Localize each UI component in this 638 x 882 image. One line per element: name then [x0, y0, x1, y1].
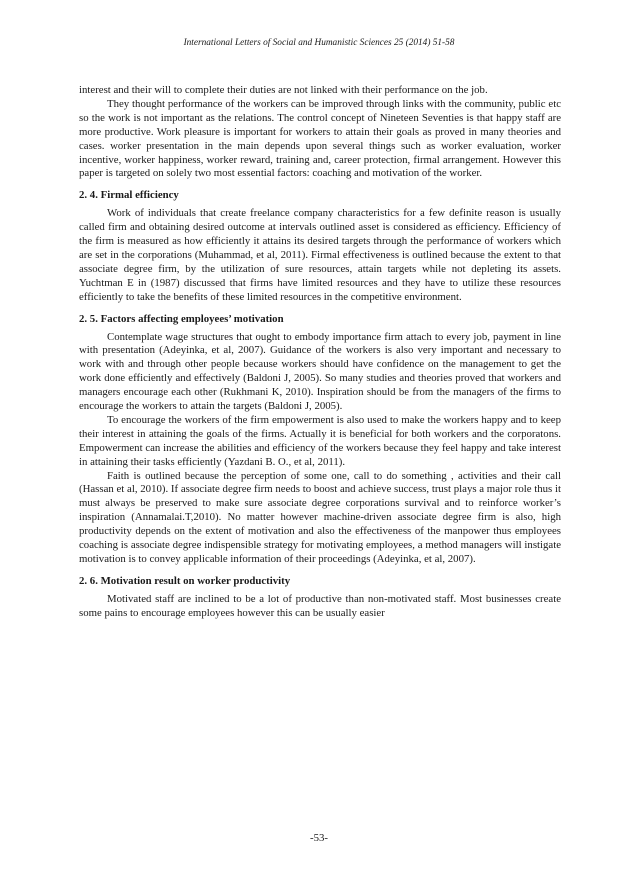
paragraph: Faith is outlined because the perception of some one, call to do something , activities and their call (Hassan et al, 2010). If associate degree firm needs to boost and achieve success, trust plays a major role thus it must always be preserved to make sure associate degree corporations survival and to reinforce worker’s inspiration (Annamalai.T,2010). No matter however machine-driven associate degree firm is also, high productivity depends on the extent of motivation and also the effectiveness of the manpower thus employees coaching is associate degree indispensible strategy for motivating employees, a method managers will instigate motivation is to convey applicable information of their proceedings (Adeyinka, et al, 2007).: [79, 469, 561, 565]
paragraph-continuation: interest and their will to complete their duties are not linked with their performance on the job.: [79, 84, 488, 96]
paragraph: Motivated staff are inclined to be a lot of productive than non-motivated staff. Most businesses create some pains to encourage employees however this can be usually easier: [79, 592, 561, 619]
section-heading-2-4: 2. 4. Firmal efficiency: [79, 189, 179, 202]
body-text: [79, 84, 561, 621]
running-header: International Letters of Social and Humanistic Sciences 25 (2014) 51-58: [183, 38, 455, 48]
paragraph: Contemplate wage structures that ought to embody importance firm attach to every job, payment in line with presentation (Adeyinka, et al, 2007). Guidance of the workers is also very important and necessary to work with and through other people because workers should have confidence on the management to get the work done efficiently and effectively (Baldoni J, 2005). So many studies and theories proved that workers and managers encourage each other (Rukhmani K, 2010). Inspiration should be from the managers of the firms to encourage the workers to attain the targets (Baldoni J, 2005).: [79, 330, 561, 413]
paragraph: They thought performance of the workers can be improved through links with the community, public etc so the work is not important as the relations. The control concept of Nineteen Seventies is that happy staff are more productive. Work pleasure is important for workers to attain their goals as proved in many theories and cases. worker presentation in the main depends upon several things such as worker evaluation, worker incentive, worker happiness, worker reward, training and, career protection, firmal arrangement. However this paper is targeted on solely two most essential factors: coaching and motivation of the worker.: [79, 97, 561, 180]
paragraph: To encourage the workers of the firm empowerment is also used to make the workers happy and to keep their interest in attaining the goals of the firms. Actually it is beneficial for both workers and the corporatons. Empowerment can increase the abilities and efficiency of the workers because they feel happy and take interest in attaining their tasks efficiently (Yazdani B. O., et al, 2011).: [79, 413, 561, 468]
page-number: -53-: [310, 832, 328, 844]
section-heading-2-6: 2. 6. Motivation result on worker productivity: [79, 574, 291, 587]
section-heading-2-5: 2. 5. Factors affecting employees’ motivation: [79, 312, 284, 325]
paragraph: Work of individuals that create freelance company characteristics for a few definite reason is usually called firm and obtaining desired outcome at intervals outlined asset is considered as efficiency. Efficiency of the firm is measured as how efficiently it attains its desired targets through the performance of workers which are set in the corporations (Muhammad, et al, 2011). Firmal effectiveness is outlined because the extent to that associate degree firm, by the utilization of sure resources, attain targets while not depleting its assets. Yuchtman E in (1987) discussed that firms have limited resources and they have to utilize these resources efficiently to take the benefits of these limited resources in the competitive environment.: [79, 207, 561, 303]
